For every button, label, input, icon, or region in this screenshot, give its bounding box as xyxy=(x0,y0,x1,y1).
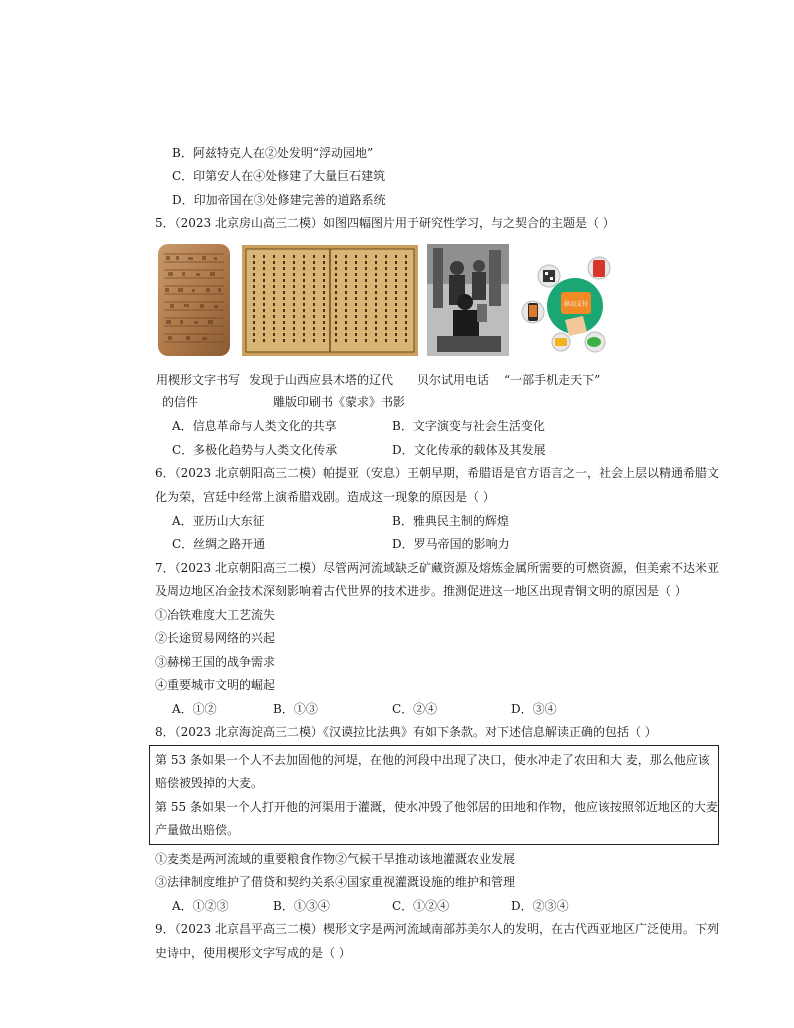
q7-option-a: A．①② xyxy=(172,702,217,716)
woodblock-book-image xyxy=(242,245,418,356)
q5-option-b: B．文字演变与社会生活变化 xyxy=(392,419,545,433)
q8-option-d: D．②③④ xyxy=(511,899,569,913)
q8-option-a: A．①②③ xyxy=(172,899,229,913)
caption-cuneiform-line2: 的信件 xyxy=(162,395,199,409)
mobile-payment-image xyxy=(521,250,613,356)
q8-stem: 8．（2023 北京海淀高三二模）《汉谟拉比法典》有如下条款。对下述信息解读正确的包括（ ） xyxy=(155,725,657,739)
q5-option-a: A．信息革命与人类文化的共享 xyxy=(172,419,337,433)
caption-bell: 贝尔试用电话 xyxy=(417,373,490,387)
q6-stem-line2: 化为荣，宫廷中经常上演希腊戏剧。造成这一现象的原因是（ ） xyxy=(155,490,495,504)
q8-option-b: B．①③④ xyxy=(273,899,330,913)
law-53-line1: 第 53 条如果一个人不去加固他的河堤，在他的河段中出现了决口，使水冲走了农田和大 麦，那么他应该 xyxy=(155,753,710,767)
cuneiform-tablet-image xyxy=(156,242,232,358)
q6-stem-line1: 6．（2023 北京朝阳高三二模）帕提亚（安息）王朝早期，希腊语是官方语言之一，社会上层以精通希腊文 xyxy=(155,466,719,480)
q4-option-d: D．印加帝国在③处修建完善的道路系统 xyxy=(172,193,386,207)
q7-stem-line2: 及周边地区冶金技术深刻影响着古代世界的技术进步。推测促进这一地区出现青铜文明的原因是（ ） xyxy=(155,584,687,598)
caption-cuneiform-line1: 用楔形文字书写 xyxy=(156,373,241,387)
q7-item-4: ④重要城市文明的崛起 xyxy=(155,678,276,692)
q7-item-3: ③赫梯王国的战争需求 xyxy=(155,655,276,669)
q8-statement-line2: ③法律制度维护了借贷和契约关系④国家重视灌溉设施的维护和管理 xyxy=(155,875,516,889)
q6-option-c: C．丝绸之路开通 xyxy=(172,537,266,551)
law-55-line1: 第 55 条如果一个人打开他的河渠用于灌溉，使水冲毁了他邻居的田地和作物，他应该按照邻近地区的大麦 xyxy=(155,800,718,814)
caption-phone: “一部手机走天下” xyxy=(504,373,601,387)
q6-option-d: D．罗马帝国的影响力 xyxy=(392,537,510,551)
q7-option-c: C．②④ xyxy=(392,702,438,716)
q8-statement-line1: ①麦类是两河流域的重要粮食作物②气候干旱推动该地灌溉农业发展 xyxy=(155,852,516,866)
caption-woodblock-line2: 雕版印刷书《蒙求》书影 xyxy=(273,395,406,409)
q5-stem: 5．（2023 北京房山高三二模）如图四幅图片用于研究性学习，与之契合的主题是（ ） xyxy=(155,216,615,230)
law-55-line2: 产量做出赔偿。 xyxy=(155,823,240,837)
q9-stem-line2: 史诗中，使用楔形文字写成的是（ ） xyxy=(155,946,351,960)
caption-woodblock-line1: 发现于山西应县木塔的辽代 xyxy=(249,373,394,387)
phone-screen-text: 移动支付 xyxy=(563,301,589,308)
q7-option-d: D．③④ xyxy=(511,702,557,716)
q5-option-d: D．文化传承的载体及其发展 xyxy=(392,443,546,457)
q7-item-2: ②长途贸易网络的兴起 xyxy=(155,631,276,645)
q7-option-b: B．①③ xyxy=(273,702,318,716)
q6-option-b: B．雅典民主制的辉煌 xyxy=(392,514,509,528)
q9-stem-line1: 9．（2023 北京昌平高三二模）楔形文字是两河流域南部苏美尔人的发明，在古代西亚地区广泛使用。下列 xyxy=(155,922,719,936)
q5-option-c: C．多极化趋势与人类文化传承 xyxy=(172,443,338,457)
q4-option-b: B．阿兹特克人在②处发明“浮动园地” xyxy=(172,146,374,160)
q7-stem-line1: 7．（2023 北京朝阳高三二模）尽管两河流域缺乏矿藏资源及熔炼金属所需要的可燃资源，但美索不达米亚 xyxy=(155,561,719,575)
bell-telephone-image xyxy=(427,244,509,356)
q4-option-c: C．印第安人在④处修建了大量巨石建筑 xyxy=(172,169,386,183)
q7-item-1: ①冶铁难度大工艺流失 xyxy=(155,608,276,622)
law-53-line2: 赔偿被毁掉的大麦。 xyxy=(155,776,264,790)
q8-option-c: C．①②④ xyxy=(392,899,450,913)
q6-option-a: A．亚历山大东征 xyxy=(172,514,265,528)
